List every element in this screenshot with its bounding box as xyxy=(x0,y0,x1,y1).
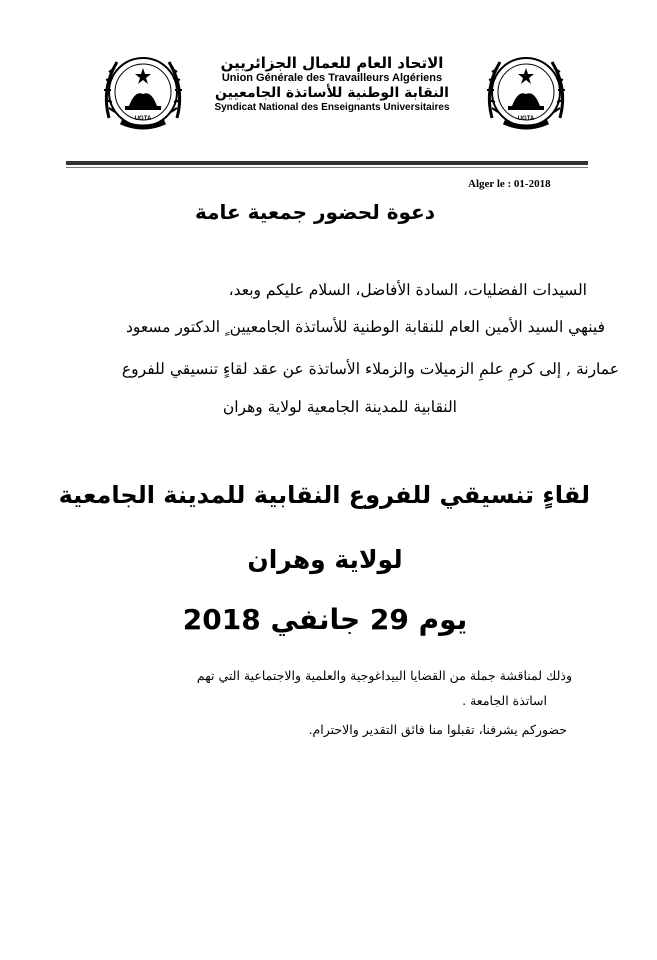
document-date: Alger le : 01-2018 xyxy=(468,178,551,190)
syndicate-name-arabic: النقابة الوطنية للأساتذة الجامعيين xyxy=(215,85,449,101)
union-name-french: Union Générale des Travailleurs Algériens xyxy=(221,72,443,84)
closing-line-2: اساتذة الجامعة . xyxy=(462,693,547,708)
letterhead xyxy=(212,54,452,114)
body-line-2: فينهي السيد الأمين العام للنقابة الوطنية للأساتذة الجامعيين ٍ الدكتور مسعود xyxy=(125,318,605,336)
ugta-emblem-right-logo xyxy=(478,48,574,140)
body-line-4: النقابية للمدينة الجامعية لولاية وهران xyxy=(222,398,457,416)
logo-right-text: UGTA xyxy=(517,116,535,122)
headline-meeting: لقاءٍ تنسيقي للفروع النقابية للمدينة الجامعية xyxy=(58,481,590,509)
header-divider-thin xyxy=(66,167,588,168)
headline-date: يوم 29 جانفي 2018 xyxy=(182,603,468,636)
invitation-title: دعوة لحضور جمعية عامة xyxy=(195,200,435,224)
headline-wilaya: لولاية وهران xyxy=(247,545,403,574)
body-line-greeting: السيدات الفضليات، السادة الأفاضل، السلام عليكم وبعد، xyxy=(228,281,587,299)
body-line-3: عمارنة , إلى كرمِ علمِ الزميلات والزملاء الأساتذة عن عقد لقاءٍ تنسيقي للفروع xyxy=(121,360,619,378)
closing-line-1: وذلك لمناقشة جملة من القضايا البيداغوجية والعلمية والاجتماعية التي تهم xyxy=(196,668,572,683)
closing-line-3: حضوركم يشرفنا، تقبلوا منا فائق التقدير والاحترام. xyxy=(308,722,567,737)
ugta-emblem-left-logo xyxy=(95,48,191,140)
logo-left-text: UGTA xyxy=(134,116,152,122)
header-divider xyxy=(66,161,588,165)
syndicate-name-french: Syndicat National des Enseignants Universitaires xyxy=(214,102,450,113)
union-name-arabic: الاتحاد العام للعمال الجزائريين xyxy=(220,54,444,72)
